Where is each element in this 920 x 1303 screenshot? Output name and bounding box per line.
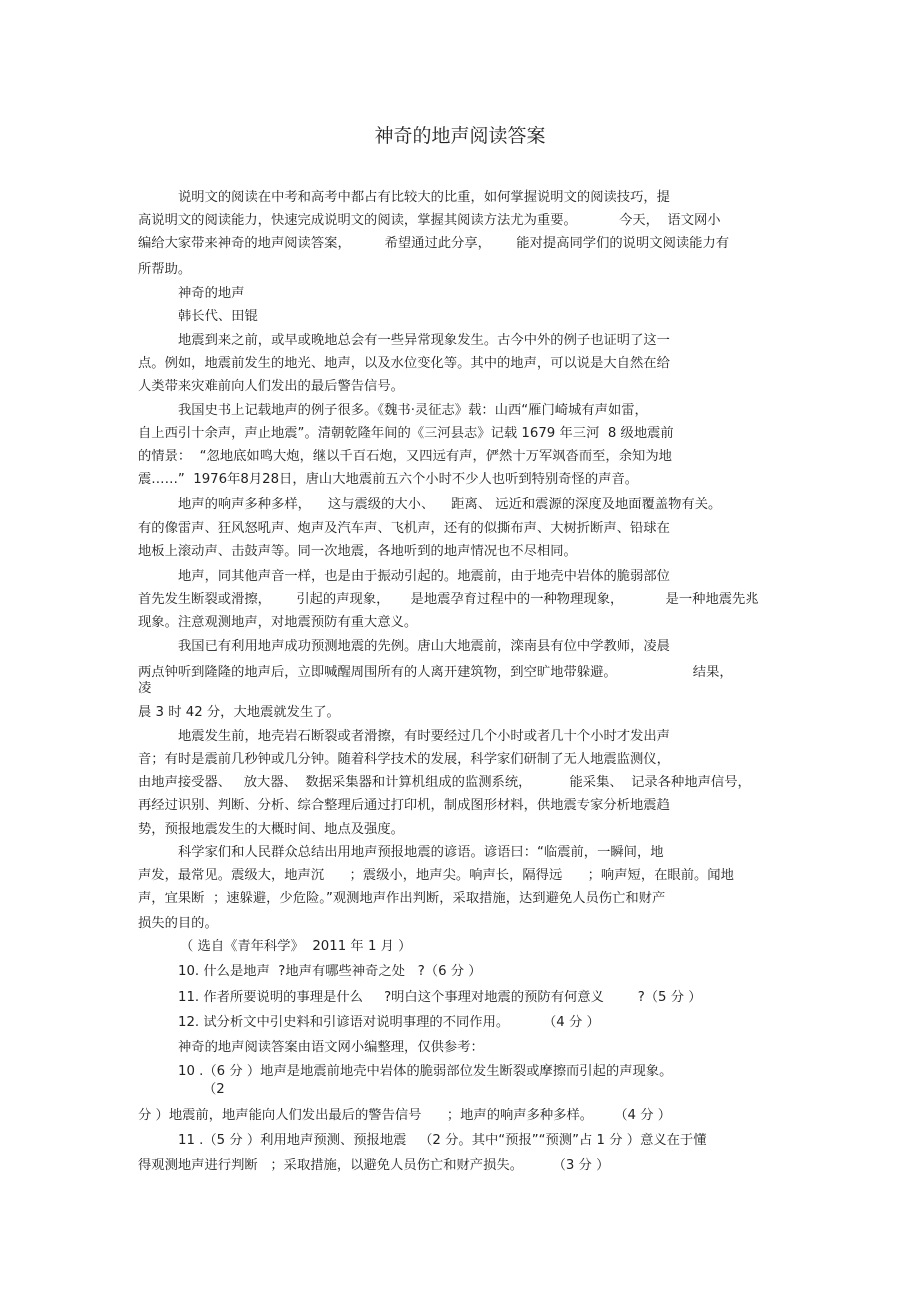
text-line: 地震发生前，地壳岩石断裂或者滑擦，有时要经过几个小时或者几十个小时才发出声	[178, 729, 670, 744]
text-line: 编给大家带来神奇的地声阅读答案， 希望通过此分享， 能对提高同学们的说明文阅读能力有	[138, 236, 730, 251]
text-line: 地震到来之前，或早或晚地总会有一些异常现象发生。古今中外的例子也证明了这一	[178, 333, 670, 348]
text-line: 有的像雷声、狂风怒吼声、炮声及汽车声、飞机声，还有的似撕布声、大树折断声、铅球在	[138, 521, 670, 536]
text-line: 晨 3 时 42 分，大地震就发生了。	[138, 705, 340, 720]
text-line: 自上西引十余声，声止地震”。清朝乾隆年间的《三河县志》记载 1679 年三河 8 级地震前	[138, 426, 674, 441]
text-line: 11 .（5 分 ）利用地声预测、预报地震 （2 分。其中“预报”“预测”占 1 分 ）意义在于懂	[178, 1133, 707, 1148]
text-line: 说明文的阅读在中考和高考中都占有比较大的比重，如何掌握说明文的阅读技巧，提	[178, 190, 670, 205]
text-line: 分 ）地震前，地声能向人们发出最后的警告信号 ；地声的响声多种多样。 （4 分 ）	[138, 1108, 672, 1123]
text-line: 再经过识别、判断、分析、综合整理后通过打印机，制成图形材料，供地震专家分析地震趋	[138, 798, 670, 813]
text-line: 所帮助。	[138, 262, 192, 277]
text-line: 由地声接受器、 放大器、 数据采集器和计算机组成的监测系统， 能采集、 记录各种地声信号，	[138, 775, 751, 790]
text-line: （ 选自《青年科学》 2011 年 1 月 ）	[180, 939, 412, 954]
text-line: 11. 作者所要说明的事理是什么 ?明白这个事理对地震的预防有何意义 ?（5 分 ）	[178, 990, 702, 1005]
text-line: 地声的响声多种多样， 这与震级的大小、 距离、 远近和震源的深度及地面覆盖物有关。	[178, 497, 722, 512]
text-line: 的情景： “忽地底如鸣大炮，继以千百石炮，又四远有声，俨然十万军飒沓而至，余知为地	[138, 449, 672, 464]
text-line: 震……” 1976年8月28日，唐山大地震前五六个小时不少人也听到特别奇怪的声音。	[138, 472, 639, 487]
text-line: 损失的目的。	[138, 916, 218, 931]
text-line: 点。例如，地震前发生的地光、地声，以及水位变化等。其中的地声，可以说是大自然在给	[138, 356, 670, 371]
text-line: 两点钟听到隆隆的地声后，立即喊醒周围所有的人离开建筑物，到空旷地带躲避。 结果，	[138, 665, 733, 680]
text-line: 我国已有利用地声成功预测地震的先例。唐山大地震前，滦南县有位中学教师，凌晨	[178, 639, 670, 654]
text-line: 科学家们和人民群众总结出用地声预报地震的谚语。谚语曰：“临震前，一瞬间，地	[178, 845, 664, 860]
text-line: 得观测地声进行判断 ；采取措施，以避免人员伤亡和财产损失。 （3 分 ）	[138, 1158, 610, 1173]
text-line: 声，宜果断 ；速躲避，少危险。”观测地声作出判断，采取措施，达到避免人员伤亡和财产	[138, 891, 666, 906]
text-line: 10 .（6 分 ）地声是地震前地壳中岩体的脆弱部位发生断裂或摩擦而引起的声现象。	[178, 1064, 673, 1079]
text-line: 凌	[138, 681, 152, 696]
text-line: （2	[203, 1082, 225, 1097]
text-line: 首先发生断裂或滑擦， 引起的声现象， 是地震孕育过程中的一种物理现象， 是一种地震先兆	[138, 592, 759, 607]
text-line: 神奇的地声	[178, 286, 245, 301]
text-line: 音；有时是震前几秒钟或几分钟。随着科学技术的发展，科学家们研制了无人地震监测仪，	[138, 752, 670, 767]
text-line: 12. 试分析文中引史料和引谚语对说明事理的不同作用。 （4 分 ）	[178, 1015, 600, 1030]
text-line: 我国史书上记载地声的例子很多。《魏书·灵征志》载：山西“雁门崎城有声如雷，	[178, 403, 648, 418]
text-line: 高说明文的阅读能力，快速完成说明文的阅读，掌握其阅读方法尤为重要。 今天， 语文网小	[138, 213, 721, 228]
text-line: 声发，最常见。震级大，地声沉 ；震级小，地声尖。响声长，隔得远 ；响声短，在眼前。闻地	[138, 868, 734, 883]
document-title: 神奇的地声阅读答案	[374, 125, 546, 147]
text-line: 人类带来灾难前向人们发出的最后警告信号。	[138, 379, 404, 394]
text-line: 势，预报地震发生的大概时间、地点及强度。	[138, 822, 404, 837]
text-line: 地板上滚动声、击鼓声等。同一次地震，各地听到的地声情况也不尽相同。	[138, 544, 577, 559]
text-line: 地声，同其他声音一样，也是由于振动引起的。地震前，由于地壳中岩体的脆弱部位	[178, 569, 670, 584]
text-line: 韩长代、田锟	[178, 309, 258, 324]
text-line: 现象。注意观测地声，对地震预防有重大意义。	[138, 615, 418, 630]
text-line: 10. 什么是地声 ?地声有哪些神奇之处 ?（6 分 ）	[178, 964, 482, 979]
text-line: 神奇的地声阅读答案由语文网小编整理，仅供参考：	[178, 1040, 484, 1055]
